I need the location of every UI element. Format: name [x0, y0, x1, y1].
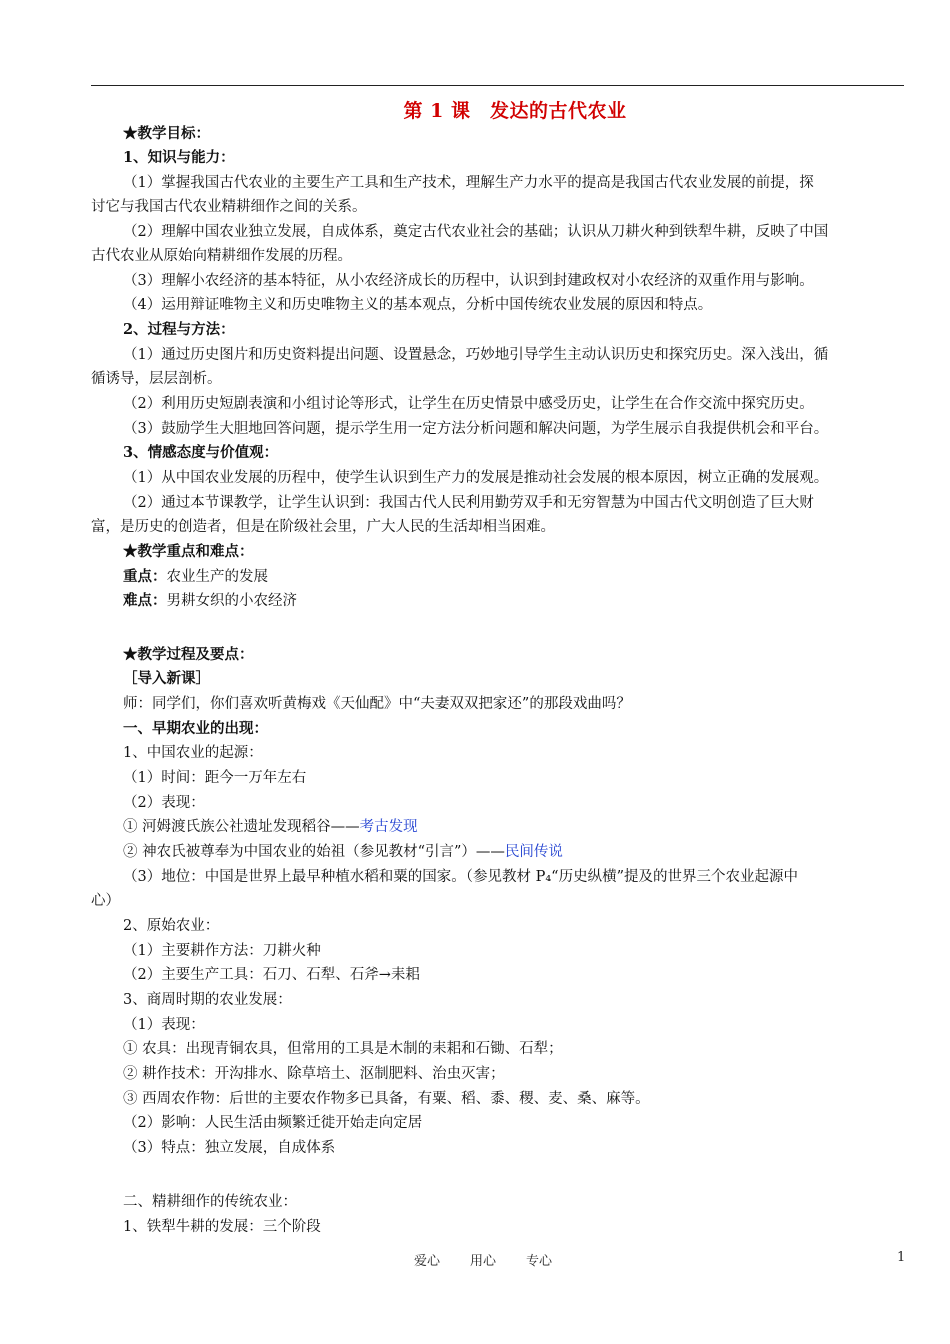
line-text: （2）理解中国农业独立发展，自成体系，奠定古代农业社会的基础；认识从刀耕火种到铁犁牛耕，反映了中国: [123, 224, 829, 240]
line-text: （1）掌握我国古代农业的主要生产工具和生产技术，理解生产力水平的提高是我国古代农业发展的前提，探: [123, 175, 814, 191]
text-line: [123, 494, 814, 512]
line-text: 富，是历史的创造者，但是在阶级社会里，广大人民的生活却相当困难。: [91, 519, 555, 535]
highlight-text: 考古发现: [359, 819, 418, 835]
text-line: [123, 1218, 321, 1236]
text-line: [123, 420, 828, 438]
line-text: ① 农具：出现青铜农具，但常用的工具是木制的耒耜和石锄、石犁；: [123, 1041, 563, 1057]
text-line: [123, 1139, 335, 1157]
text-line: [123, 1090, 650, 1108]
text-line: [123, 1065, 505, 1083]
text-line: [123, 695, 631, 713]
line-text: 3、商周时期的农业发展：: [123, 992, 292, 1008]
line-text: （2）通过本节课教学，让学生认识到：我国古代人民利用勤劳双手和无穷智慧为中国古代文明创造了巨大财: [123, 495, 814, 511]
line-text: （2）主要生产工具：石刀、石犁、石斧→耒耜: [123, 967, 420, 983]
line-text: 1、知识与能力：: [123, 149, 235, 166]
text-line: [123, 223, 828, 241]
highlight-text: 民间传说: [504, 844, 563, 860]
footer-word-2: 用心: [470, 1254, 497, 1269]
line-text: ③ 西周农作物：后世的主要农作物多已具备，有粟、稻、黍、稷、麦、桑、麻等。: [123, 1091, 650, 1107]
text-line: [123, 1114, 422, 1132]
text-line: [91, 518, 555, 536]
text-line: [123, 991, 292, 1009]
text-line: [123, 469, 828, 487]
text-line: [123, 1016, 205, 1034]
line-text: ② 神农氏被尊奉为中国农业的始祖（参见教材“引言”）——: [123, 844, 505, 860]
text-line: [123, 543, 254, 561]
line-text: 2、过程与方法：: [123, 321, 235, 338]
line-text: ［导入新课］: [123, 670, 210, 687]
text-line: [123, 568, 268, 586]
line-text: 男耕女织的小农经济: [166, 593, 297, 609]
text-line: [123, 296, 712, 314]
line-text: （2）利用历史短剧表演和小组讨论等形式，让学生在历史情景中感受历史，让学生在合作交流中探究历史。: [123, 396, 814, 412]
text-line: [91, 370, 222, 388]
footer-word-1: 爱心: [414, 1254, 441, 1269]
line-text: ① 河姆渡氏族公社遗址发现稻谷——: [123, 819, 360, 835]
page-number: 1: [897, 1250, 906, 1265]
text-line: [123, 818, 418, 836]
line-text: 循诱导，层层剖析。: [91, 371, 222, 387]
text-line: [123, 125, 210, 143]
text-line: [123, 843, 563, 861]
text-line: [91, 198, 367, 216]
text-line: [123, 720, 268, 738]
text-line: [123, 670, 210, 688]
text-line: [123, 592, 297, 610]
text-line: [123, 444, 278, 462]
header-rule: [91, 85, 904, 86]
line-text: ★教学过程及要点：: [123, 646, 254, 663]
line-text: ★教学目标：: [123, 125, 210, 142]
text-line: [123, 174, 814, 192]
label-prefix: 难点：: [123, 592, 167, 609]
footer-word-3: 专心: [526, 1254, 553, 1269]
line-text: （3）特点：独立发展，自成体系: [123, 1140, 336, 1156]
line-text: 讨它与我国古代农业精耕细作之间的关系。: [91, 199, 367, 215]
text-line: [123, 917, 219, 935]
text-line: [91, 247, 352, 265]
line-text: 1、中国农业的起源：: [123, 745, 263, 761]
text-line: [123, 272, 814, 290]
line-text: 农业生产的发展: [166, 569, 268, 585]
line-text: ★教学重点和难点：: [123, 543, 254, 560]
line-text: 师：同学们，你们喜欢听黄梅戏《天仙配》中“夫妻双双把家还”的那段戏曲吗？: [123, 696, 631, 712]
line-text: （2）影响：人民生活由频繁迁徙开始走向定居: [123, 1115, 423, 1131]
line-text: （1）表现：: [123, 1017, 205, 1033]
line-text: （1）时间：距今一万年左右: [123, 770, 307, 786]
text-line: [123, 868, 798, 886]
text-line: [123, 1193, 297, 1211]
label-prefix: 重点：: [123, 568, 167, 585]
text-line: [123, 942, 321, 960]
text-line: [123, 646, 254, 664]
text-line: [123, 1040, 563, 1058]
text-line: [123, 346, 828, 364]
text-line: [123, 769, 306, 787]
line-text: （1）主要耕作方法：刀耕火种: [123, 943, 321, 959]
line-text: （4）运用辩证唯物主义和历史唯物主义的基本观点，分析中国传统农业发展的原因和特点。: [123, 297, 713, 313]
line-text: 心）: [91, 893, 120, 909]
line-text: 3、情感态度与价值观：: [123, 444, 279, 461]
text-line: [91, 892, 120, 910]
line-text: 1、铁犁牛耕的发展：三个阶段: [123, 1219, 321, 1235]
line-text: 2、原始农业：: [123, 918, 220, 934]
line-text: 一、早期农业的出现：: [123, 720, 268, 737]
text-line: [123, 395, 814, 413]
text-line: [123, 149, 235, 167]
line-text: （1）通过历史图片和历史资料提出问题、设置悬念，巧妙地引导学生主动认识历史和探究历史。深入浅出，循: [123, 347, 829, 363]
line-text: （1）从中国农业发展的历程中，使学生认识到生产力的发展是推动社会发展的根本原因，树立正确的发展观。: [123, 470, 829, 486]
line-text: 二、精耕细作的传统农业：: [123, 1194, 297, 1210]
line-text: 古代农业从原始向精耕细作发展的历程。: [91, 248, 352, 264]
line-text: （2）表现：: [123, 795, 205, 811]
text-line: [123, 794, 205, 812]
text-line: [123, 744, 263, 762]
line-text: （3）地位：中国是世界上最早种植水稻和粟的国家。（参见教材 P₄“历史纵横”提及的世界三个农业起源中: [123, 869, 798, 885]
text-line: [123, 321, 235, 339]
line-text: （3）理解小农经济的基本特征，从小农经济成长的历程中，认识到封建政权对小农经济的双重作用与影响。: [123, 273, 814, 289]
line-text: （3）鼓励学生大胆地回答问题，提示学生用一定方法分析问题和解决问题，为学生展示自我提供机会和平台。: [123, 421, 829, 437]
lesson-title: 第 1 课 发达的古代农业: [403, 100, 627, 122]
text-line: [123, 966, 420, 984]
line-text: ② 耕作技术：开沟排水、除草培土、沤制肥料、治虫灭害；: [123, 1066, 505, 1082]
